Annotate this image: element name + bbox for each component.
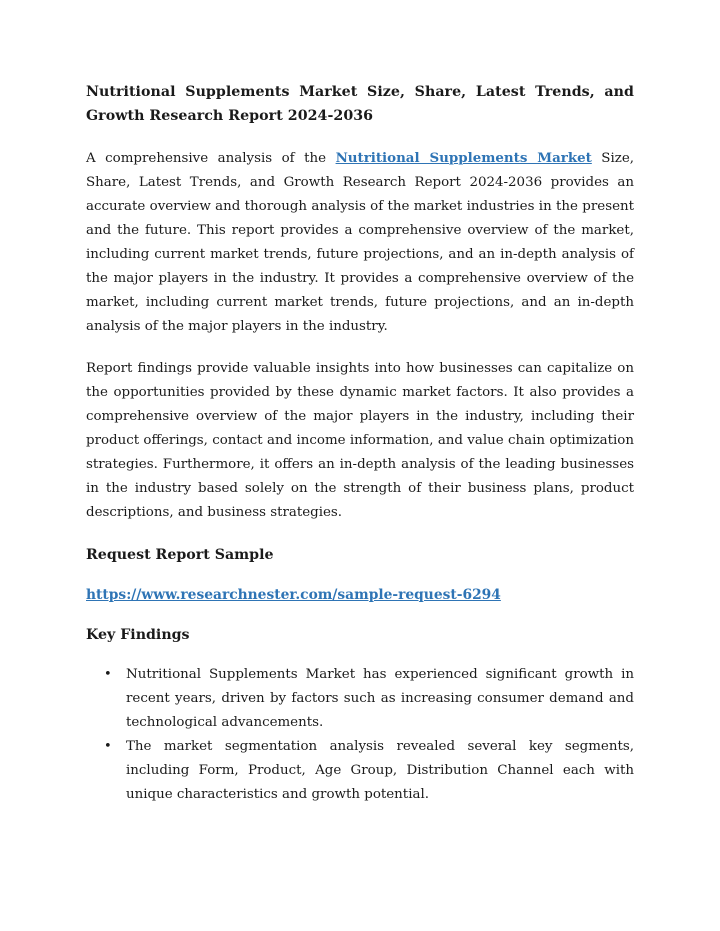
key-findings-list [86,663,634,807]
list-item [104,735,634,807]
bullet-icon: • [104,667,112,682]
intro-text-start: A comprehensive analysis of the [86,151,336,166]
intro-text-end: Size, Share, Latest Trends, and Growth Research Report 2024-2036 provides an accurate overview and thorough analysis of the market industries in the present and the future. This report provides a comprehensive overview of the market, including current market trends, future projections, and an in-depth analysis of the major players in the industry. It provides a comprehensive overview of the market, including current market trends, future projections, and an in-depth analysis of the major players in the industry. [86,151,635,334]
report-findings-paragraph: Report findings provide valuable insights into how businesses can capitalize on the opportunities provided by these dynamic market factors. It also provides a comprehensive overview of the major players in the industry, including their product offerings, contact and income information, and value chain optimization strategies. Furthermore, it offers an in-depth analysis of the leading businesses in the industry based solely on the strength of their business plans, product descriptions, and business strategies. [86,361,634,520]
key-finding-text: Nutritional Supplements Market has experienced significant growth in recent years, driven by factors such as increasing consumer demand and technological advancements. [126,667,634,730]
request-sample-heading: Request Report Sample [86,547,274,563]
key-findings-heading: Key Findings [86,627,190,643]
sample-request-link[interactable]: https://www.researchnester.com/sample-request-6294 [86,587,501,603]
list-item [104,663,634,735]
market-report-link[interactable]: Nutritional Supplements Market [335,150,592,166]
document-title: Nutritional Supplements Market Size, Share, Latest Trends, and Growth Research Report 2024-2036 [86,84,634,124]
bullet-icon: • [104,739,112,754]
key-finding-text: The market segmentation analysis revealed several key segments, including Form, Product, Age Group, Distribution Channel each with unique characteristics and growth potential. [126,739,634,802]
intro-paragraph [86,146,634,339]
